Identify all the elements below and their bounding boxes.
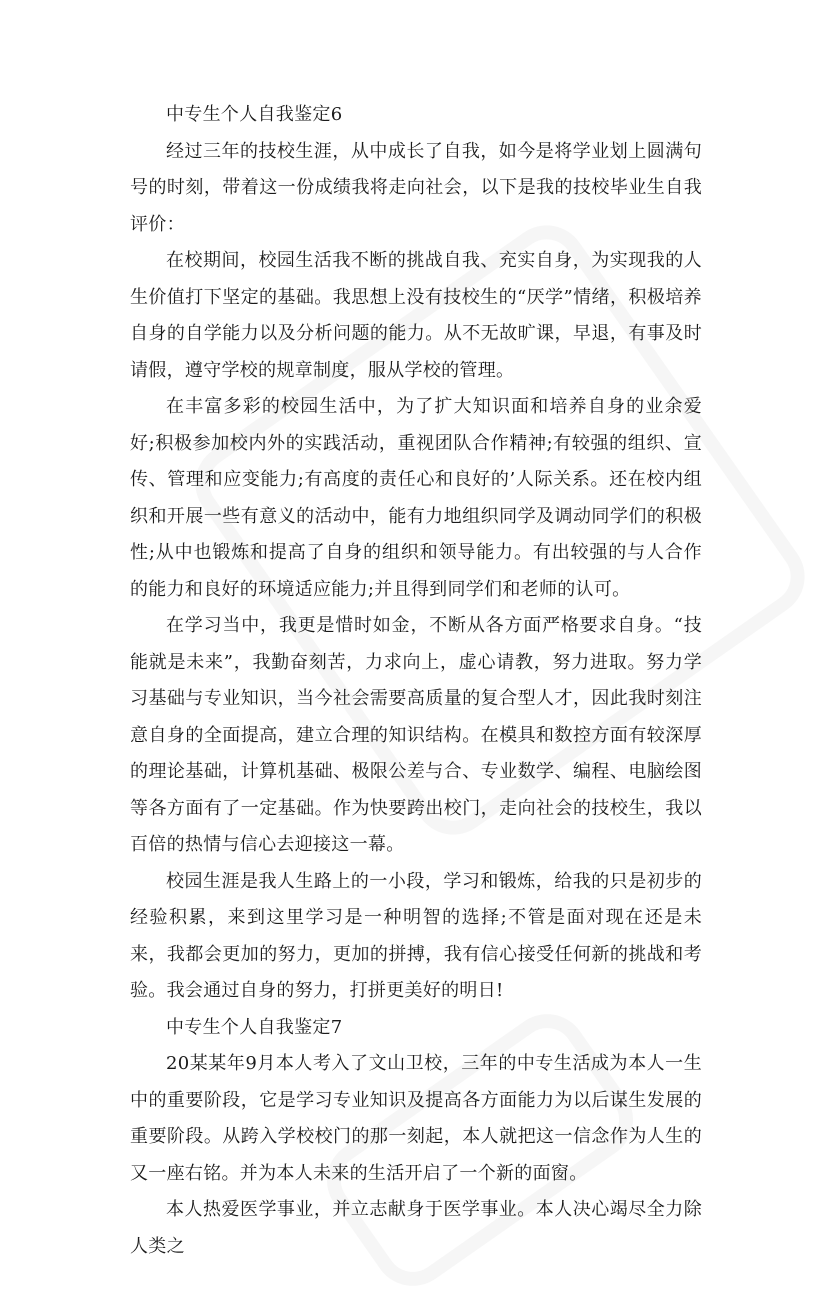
paragraph: 在学习当中，我更是惜时如金，不断从各方面严格要求自身。“技能就是未来”，我勤奋刻苦，力求向上，虚心请教，努力进取。努力学习基础与专业知识，当今社会需要高质量的复合型人才，因此我时刻注意自身的全面提高，建立合理的知识结构。在模具和数控方面有较深厚的理论基础，计算机基础、极限公差与合、专业数学、编程、电脑绘图等各方面有了一定基础。作为快要跨出校门，走向社会的技校生，我以百倍的热情与信心去迎接这一幕。 [130, 615, 702, 855]
section-heading-7: 中专生个人自我鉴定7 [166, 1016, 343, 1038]
paragraph: 本人热爱医学事业，并立志献身于医学事业。本人决心竭尽全力除人类之 [130, 1199, 702, 1257]
document-body [130, 97, 702, 1265]
paragraph: 经过三年的技校生涯，从中成长了自我，如今是将学业划上圆满句号的时刻，带着这一份成绩我将走向社会，以下是我的技校毕业生自我评价： [130, 140, 702, 235]
paragraph: 20某某年9月本人考入了文山卫校，三年的中专生活成为本人一生中的重要阶段，它是学习专业知识及提高各方面能力为以后谋生发展的重要阶段。从跨入学校校门的那一刻起，本人就把这一信念作为人生的又一座右铭。并为本人未来的生活开启了一个新的面窗。 [130, 1053, 702, 1184]
paragraph: 在校期间，校园生活我不断的挑战自我、充实自身，为实现我的人生价值打下坚定的基础。我思想上没有技校生的“厌学”情绪，积极培养自身的自学能力以及分析问题的能力。从不无故旷课，早退，有事及时请假，遵守学校的规章制度，服从学校的管理。 [130, 250, 702, 381]
paragraph: 校园生涯是我人生路上的一小段，学习和锻炼，给我的只是初步的经验积累，来到这里学习是一种明智的选择;不管是面对现在还是未来，我都会更加的努力，更加的拼搏，我有信心接受任何新的挑战和考验。我会通过自身的努力，打拼更美好的明日! [130, 870, 702, 1001]
section-heading-6: 中专生个人自我鉴定6 [166, 104, 343, 125]
paragraph: 在丰富多彩的校园生活中，为了扩大知识面和培养自身的业余爱好;积极参加校内外的实践活动，重视团队合作精神;有较强的组织、宣传、管理和应变能力;有高度的责任心和良好的’人际关系。还在校内组织和开展一些有意义的活动中，能有力地组织同学及调动同学们的积极性;从中也锻炼和提高了自身的组织和领导能力。有出较强的与人合作的能力和良好的环境适应能力;并且得到同学们和老师的认可。 [130, 396, 702, 600]
